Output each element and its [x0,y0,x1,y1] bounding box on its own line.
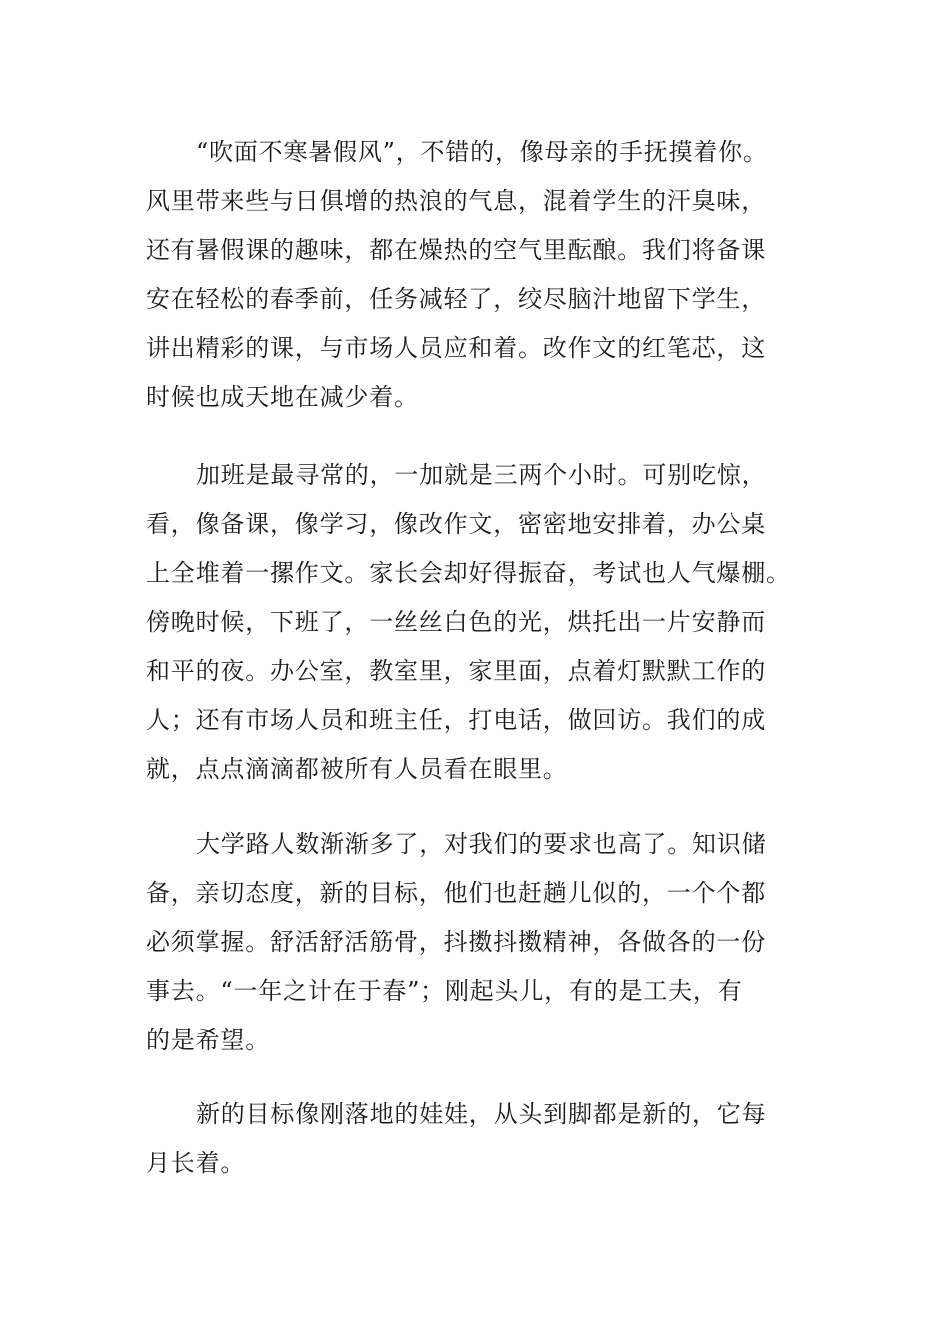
paragraph-line: 人；还有市场人员和班主任，打电话，做回访。我们的成 [146,706,766,734]
paragraph-line: 上全堆着一摞作文。家长会却好得振奋，考试也人气爆棚。 [146,559,791,587]
paragraph-line: 和平的夜。办公室，教室里，家里面，点着灯默默工作的 [146,657,766,685]
paragraph-line: 讲出精彩的课，与市场人员应和着。改作文的红笔芯，这 [146,334,766,362]
paragraph-line: 风里带来些与日俱增的热浪的气息，混着学生的汗臭味， [146,187,766,215]
paragraph-line: 就，点点滴滴都被所有人员看在眼里。 [146,755,568,783]
paragraph-line: 傍晚时候，下班了，一丝丝白色的光，烘托出一片安静而 [146,608,766,636]
paragraph-line: 看，像备课，像学习，像改作文，密密地安排着，办公桌 [146,510,766,538]
paragraph-line: 必须掌握。舒活舒活筋骨，抖擞抖擞精神，各做各的一份 [146,928,766,956]
paragraph-line: 安在轻松的春季前，任务减轻了，绞尽脑汁地留下学生， [146,285,766,313]
paragraph-line: 的是希望。 [146,1026,270,1054]
paragraph-line: 时候也成天地在减少着。 [146,383,419,411]
paragraph-4 [146,1090,846,1188]
paragraph-line: 还有暑假课的趣味，都在燥热的空气里酝酿。我们将备课 [146,236,766,264]
paragraph-line: “吹面不寒暑假风”，不错的，像母亲的手抚摸着你。 [196,138,768,166]
paragraph-line: 加班是最寻常的，一加就是三两个小时。可别吃惊， [196,461,767,489]
paragraph-line: 备，亲切态度，新的目标，他们也赶趟儿似的，一个个都 [146,879,766,907]
paragraph-line: 事去。“一年之计在于春”；刚起头儿，有的是工夫，有 [146,977,743,1005]
paragraph-2 [146,451,846,794]
paragraph-3 [146,820,846,1065]
paragraph-1 [146,128,846,422]
paragraph-line: 月长着。 [146,1149,246,1177]
paragraph-line: 新的目标像刚落地的娃娃，从头到脚都是新的，它每 [196,1100,767,1128]
paragraph-line: 大学路人数渐渐多了，对我们的要求也高了。知识储 [196,830,767,858]
